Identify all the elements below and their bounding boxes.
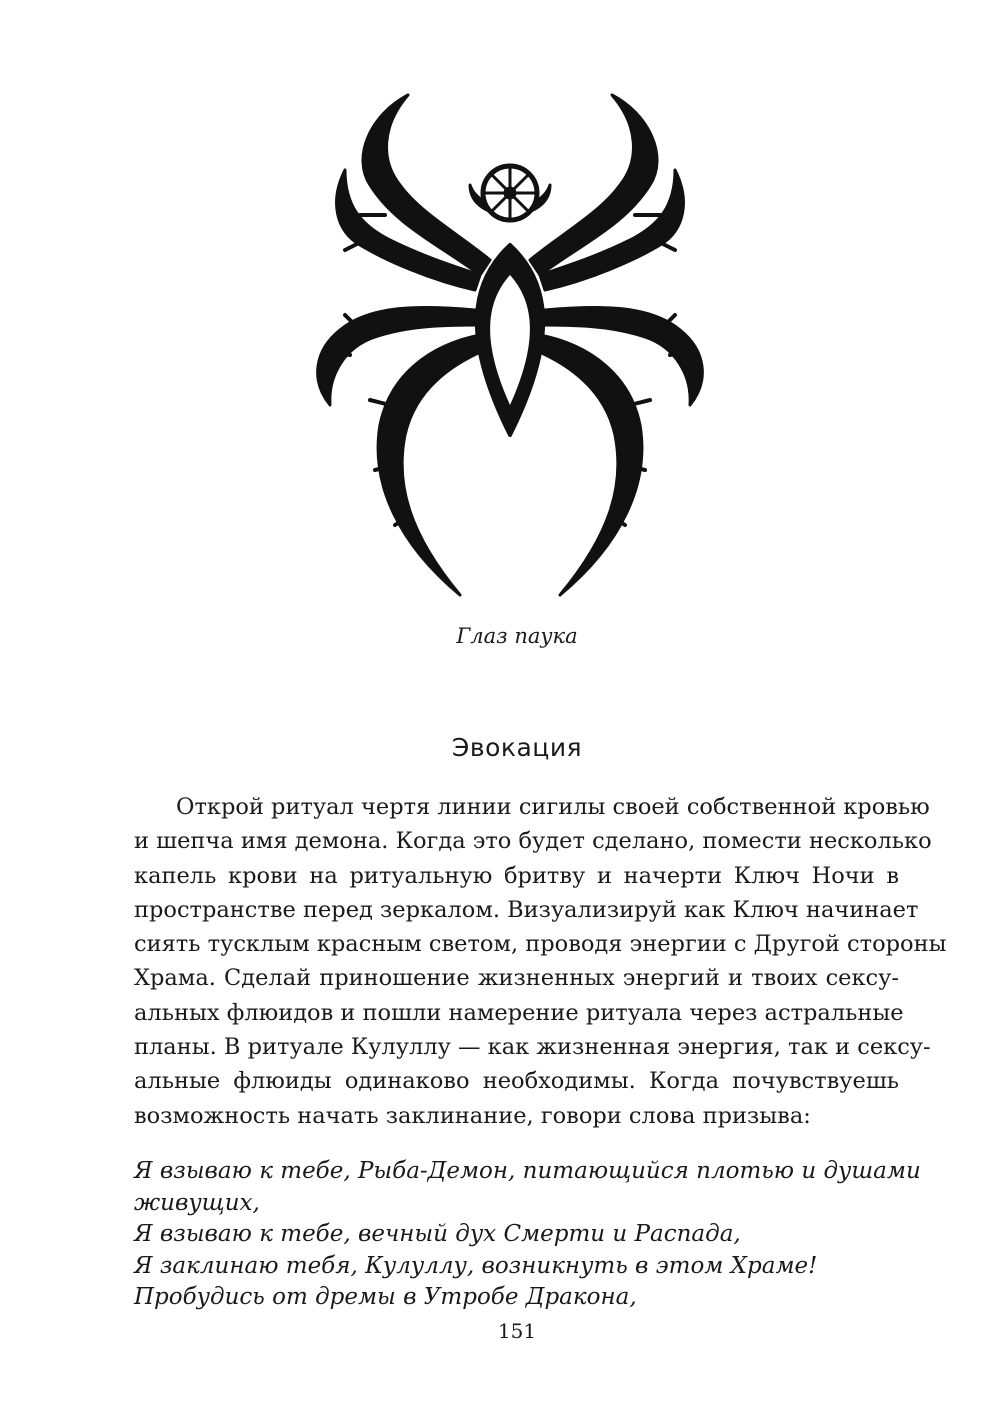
verse-line: Я взываю к тебе, вечный дух Смерти и Распада, xyxy=(134,1221,741,1248)
paragraph-line: Храма. Сделай приношение жизненных энергий и твоих сексу- xyxy=(134,965,899,992)
paragraph-line: планы. В ритуале Кулуллу — как жизненная энергия, так и сексу- xyxy=(134,1034,931,1061)
spider-illustration xyxy=(290,75,730,615)
verse-line: Пробудись от дремы в Утробе Дракона, xyxy=(134,1284,637,1311)
verse-line: Я заклинаю тебя, Кулуллу, возникнуть в этом Храме! xyxy=(134,1252,818,1279)
section-heading: Эвокация xyxy=(451,733,583,762)
paragraph-line: и шепча имя демона. Когда это будет сделано, помести несколько xyxy=(134,828,932,855)
verse-line: живущих, xyxy=(134,1189,260,1216)
paragraph-line: альных флюидов и пошли намерение ритуала через астральные xyxy=(134,999,904,1026)
spider-sigil-icon xyxy=(290,75,730,615)
paragraph-line: Открой ритуал чертя линии сигилы своей собственной кровью xyxy=(176,794,930,820)
page-number: 151 xyxy=(497,1319,537,1343)
verse-line: Я взываю к тебе, Рыба-Демон, питающийся плотью и душами xyxy=(134,1158,921,1184)
paragraph-line: пространстве перед зеркалом. Визуализируй как Ключ начинает xyxy=(134,896,919,923)
paragraph-line: сиять тусклым красным светом, проводя энергии с Другой стороны xyxy=(134,931,947,958)
figure-caption: Глаз паука xyxy=(456,624,578,648)
paragraph-line: возможность начать заклинание, говори слова призыва: xyxy=(134,1102,811,1129)
paragraph-line: альные флюиды одинаково необходимы. Когда почувствуешь xyxy=(134,1068,899,1095)
paragraph-line: капель крови на ритуальную бритву и начерти Ключ Ночи в xyxy=(134,862,899,889)
body-paragraph xyxy=(134,790,947,1133)
invocation-verse xyxy=(134,1156,921,1314)
